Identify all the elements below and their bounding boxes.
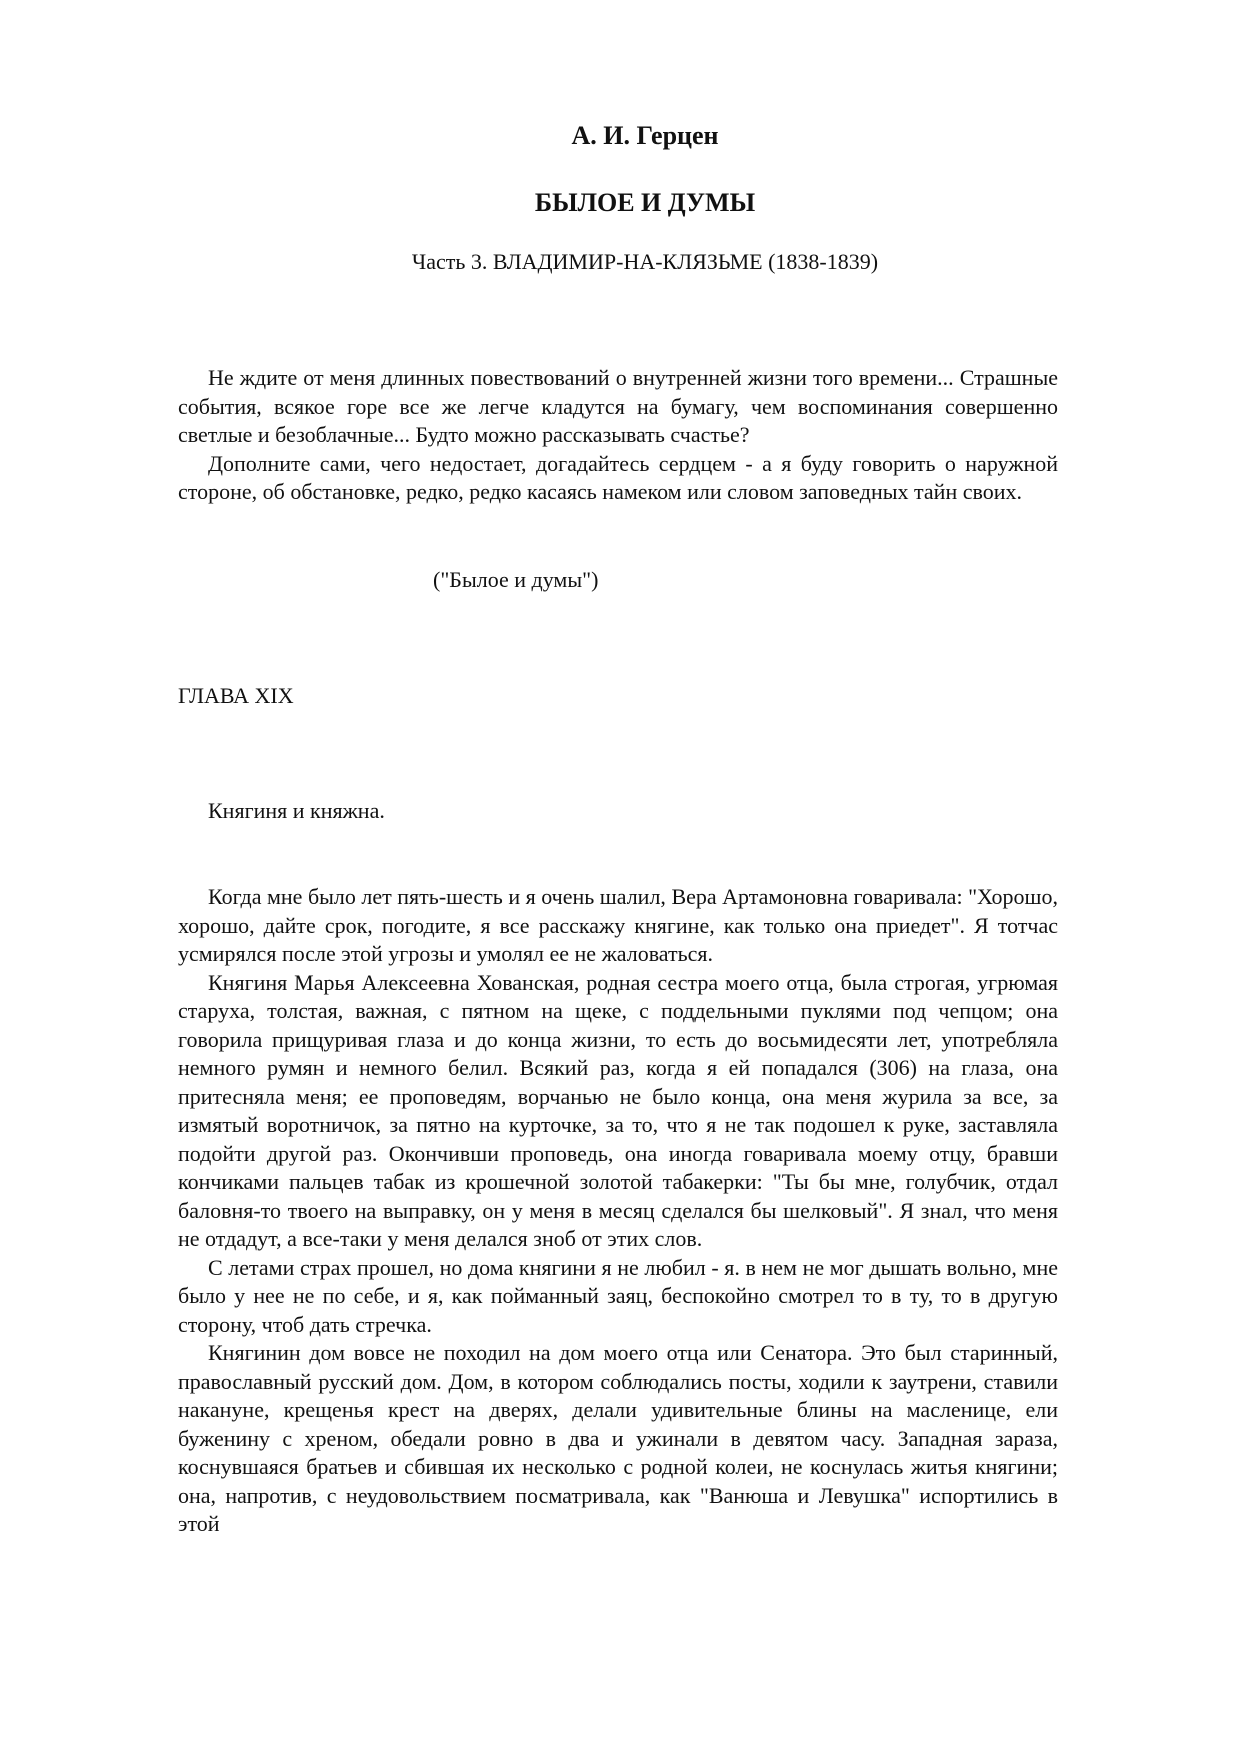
author-name: А. И. Герцен (571, 121, 719, 150)
chapter-heading: ГЛАВА XIX (178, 683, 294, 708)
body-paragraph: Княгинин дом вовсе не походил на дом моего отца или Сенатора. Это был старинный, православный русский дом. Дом, в котором соблюдались посты, ходили к заутрени, ставили накануне, крещенья крест на дверях, делали удивительные блины на масленице, ели буженину с хреном, обедали ровно в два и ужинали в девятом часу. Западная зараза, коснувшаяся братьев и сбившая их несколько с родной колеи, не коснулась житья княгини; она, напротив, с неудовольствием посматривала, как "Ванюша и Левушка" испортились в этой (178, 1340, 1058, 1536)
chapter-subtitle: Княгиня и княжна. (208, 798, 385, 823)
epigraph-paragraph: Дополните сами, чего недостает, догадайтесь сердцем - а я буду говорить о наружной стороне, об обстановке, редко, редко касаясь намеком или словом заповедных тайн своих. (178, 450, 1058, 504)
part-title: Часть 3. ВЛАДИМИР-НА-КЛЯЗЬМЕ (1838-1839) (411, 249, 879, 274)
body-text (178, 883, 1058, 1539)
epigraph (178, 364, 1058, 507)
epigraph-paragraph: Не ждите от меня длинных повествований о внутренней жизни того времени... Страшные события, всякое горе все же легче кладутся на бумагу, чем воспоминания совершенно светлые и безоблачные... Будто можно рассказывать счастье? (178, 365, 1058, 447)
body-paragraph: Когда мне было лет пять-шесть и я очень шалил, Вера Артамоновна говаривала: "Хорошо, хорошо, дайте срок, погодите, я все расскажу княгине, как только она приедет". Я тотчас усмирялся после этой угрозы и умолял ее не жаловаться. (178, 884, 1058, 966)
body-paragraph: Княгиня Марья Алексеевна Хованская, родная сестра моего отца, была строгая, угрюмая старуха, толстая, важная, с пятном на щеке, с поддельными пуклями под чепцом; она говорила прищуривая глаза и до конца жизни, то есть до восьмидесяти лет, употребляла немного румян и немного белил. Всякий раз, когда я ей попадался (306) на глаза, она притесняла меня; ее проповедям, ворчанью не было конца, она меня журила за все, за измятый воротничок, за пятно на курточке, за то, что я не так подошел к руке, заставляла подойти другой раз. Окончивши проповедь, она иногда говаривала моему отцу, бравши кончиками пальцев табак из крошечной золотой табакерки: "Ты бы мне, голубчик, отдал баловня-то твоего на выправку, он у меня в месяц сделался бы шелковый". Я знал, что меня не отдадут, а все-таки у меня делался зноб от этих слов. (178, 969, 1058, 1251)
book-title: БЫЛОЕ И ДУМЫ (534, 188, 756, 217)
epigraph-source: ("Былое и думы") (433, 567, 599, 592)
body-paragraph: С летами страх прошел, но дома княгини я не любил - я. в нем не мог дышать вольно, мне было у нее не по себе, и я, как пойманный заяц, беспокойно смотрел то в ту, то в другую сторону, чтоб дать стречка. (178, 1254, 1058, 1337)
